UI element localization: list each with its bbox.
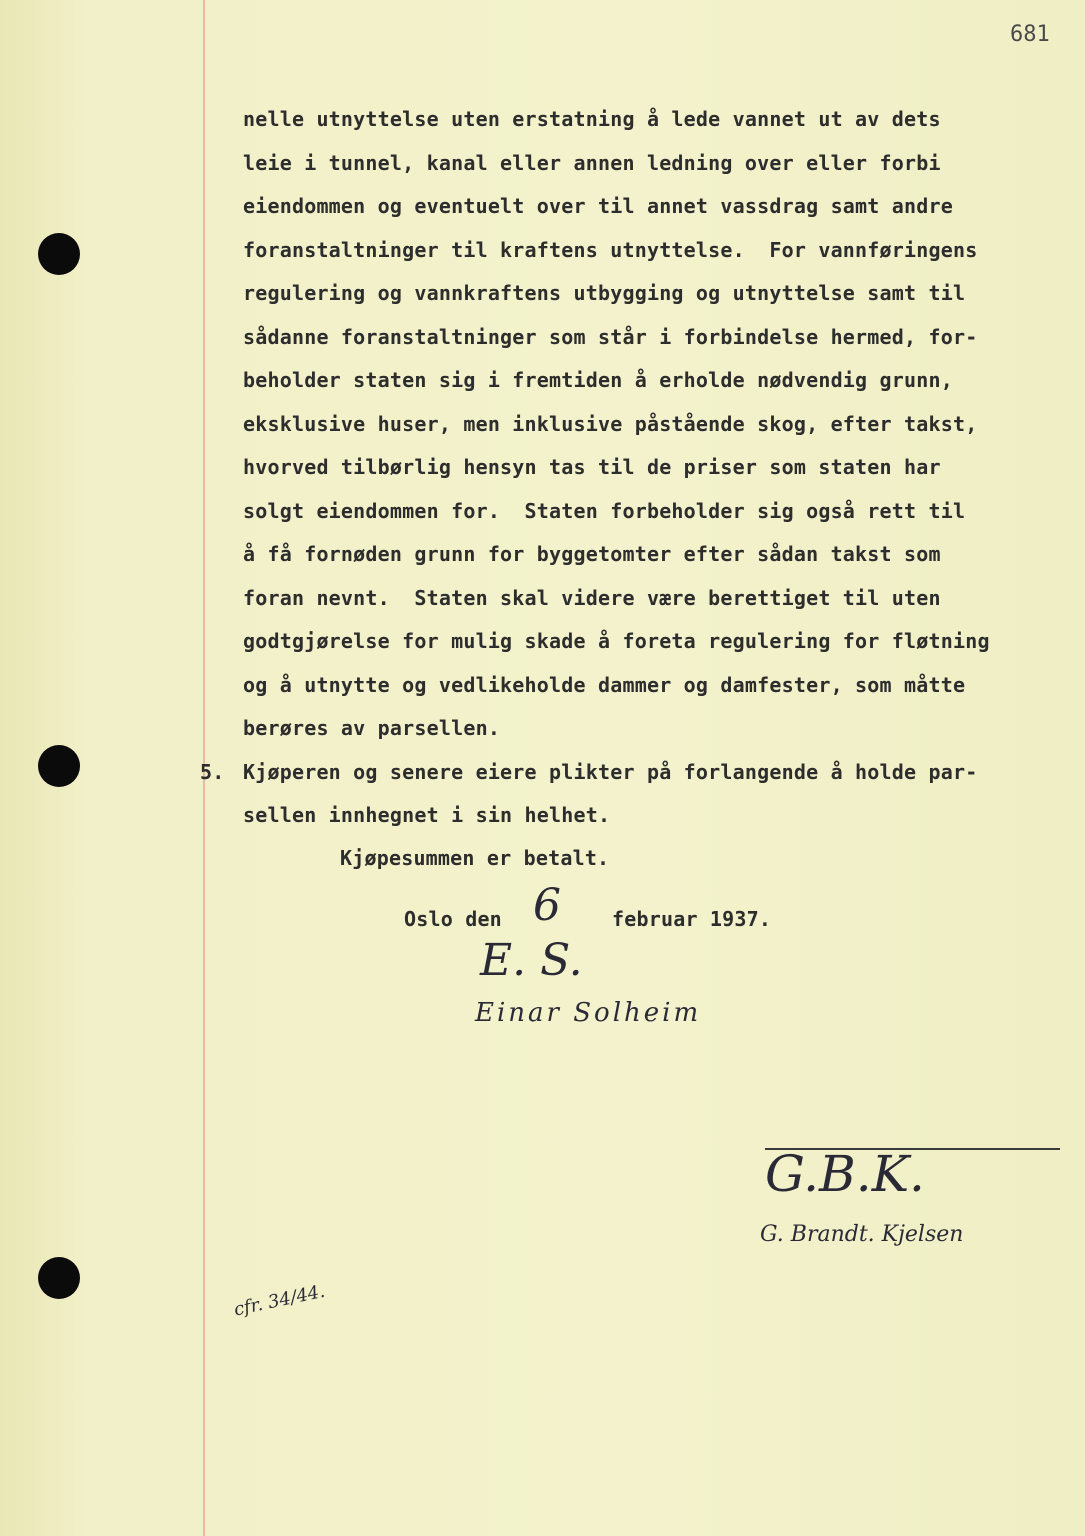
date-day-handwritten: 6 <box>533 880 561 931</box>
signature-einar-solheim: Einar Solheim <box>475 998 702 1028</box>
punch-hole-top <box>38 233 80 275</box>
page-number: 681 <box>1010 22 1050 47</box>
body-line: nelle utnyttelse uten erstatning å lede vannet ut av dets <box>243 107 941 131</box>
signature-brandt-kjelsen: G. Brandt. Kjelsen <box>760 1222 964 1247</box>
signature-initials-es: E. S. <box>480 935 583 986</box>
item-number: 5. <box>200 760 225 784</box>
item-line: Kjøperen og senere eiere plikter på forlangende å holde par- <box>243 760 978 784</box>
item-line: sellen innhegnet i sin helhet. <box>243 803 611 827</box>
body-line: sådanne foranstaltninger som står i forbindelse hermed, for- <box>243 325 978 349</box>
signature-initials-gbk: G.B.K. <box>765 1145 925 1203</box>
body-line: beholder staten sig i fremtiden å erholde nødvendig grunn, <box>243 368 953 392</box>
body-line: og å utnytte og vedlikeholde dammer og damfester, som måtte <box>243 673 966 697</box>
body-line: foranstaltninger til kraftens utnyttelse. For vannføringens <box>243 238 978 262</box>
body-line: eksklusive huser, men inklusive påstående skog, efter takst, <box>243 412 978 436</box>
body-line: solgt eiendommen for. Staten forbeholder sig også rett til <box>243 499 966 523</box>
body-line: regulering og vannkraftens utbygging og utnyttelse samt til <box>243 281 966 305</box>
punch-hole-middle <box>38 745 80 787</box>
body-line: godtgjørelse for mulig skade å foreta regulering for fløtning <box>243 629 990 653</box>
body-line: hvorved tilbørlig hensyn tas til de priser som staten har <box>243 455 941 479</box>
body-line: å få fornøden grunn for byggetomter efter sådan takst som <box>243 542 941 566</box>
margin-note: cfr. 34/44. <box>232 1280 327 1321</box>
body-line: berøres av parsellen. <box>243 716 501 740</box>
payment-note: Kjøpesummen er betalt. <box>340 846 610 870</box>
body-line: leie i tunnel, kanal eller annen ledning over eller forbi <box>243 151 941 175</box>
punch-hole-bottom <box>38 1257 80 1299</box>
date-suffix: februar 1937. <box>612 907 772 931</box>
date-prefix: Oslo den <box>404 907 502 931</box>
body-line: foran nevnt. Staten skal videre være berettiget til uten <box>243 586 941 610</box>
body-line: eiendommen og eventuelt over til annet vassdrag samt andre <box>243 194 953 218</box>
